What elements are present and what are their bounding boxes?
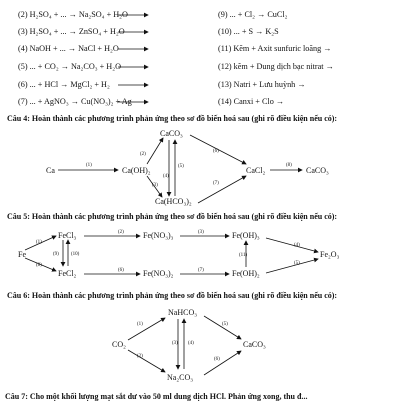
q5-label-4: (4) [294, 243, 300, 248]
q5-node-feoh2: Fe(OH)₂ [232, 269, 260, 278]
q4-arrow-3 [147, 176, 162, 197]
q4-label-3: (3) [152, 183, 158, 188]
q6-label-3: (3) [172, 341, 178, 346]
q4-node-cacl2: CaCl₂ [246, 166, 266, 175]
q5-label-10: (10) [71, 252, 80, 257]
q4-arrow-2 [147, 138, 163, 164]
question-5-title: Câu 5: Hoàn thành các phương trình phản ứng theo sơ đồ biến hoá sau (ghi rõ điều kiện nếu có): [7, 212, 338, 221]
question-4-title: Câu 4: Hoàn thành các phương trình phản ứng theo sơ đồ biến hoá sau (ghi rõ điều kiện nếu có): [7, 114, 338, 123]
q4-node-cahco3: Ca(HCO₃)₂ [155, 197, 192, 206]
equation-6: (6) ... + HCl → MgCl₂ + H₂ [18, 80, 110, 89]
q5-node-fecl3: FeCl₃ [58, 231, 77, 240]
q5-node-feoh3: Fe(OH)₃ [232, 231, 260, 240]
q6-arrow-2 [128, 350, 165, 372]
q5-label-1: (1) [36, 240, 42, 245]
equation-12: (12) kẽm + Dung dịch bạc nitrat → [218, 62, 334, 71]
q6-label-5: (5) [222, 322, 228, 327]
equation-7: (7) ... + AgNO₃ → Cu(NO₃)₂ + Ag [18, 97, 132, 106]
q4-node-ca: Ca [46, 166, 55, 175]
q4-arrow-6 [190, 135, 246, 164]
q5-node-fecl2: FeCl₂ [58, 269, 77, 278]
q5-node-feno33: Fe(NO₃)₃ [143, 231, 174, 240]
q5-label-2: (2) [118, 230, 124, 235]
q4-label-4: (4) [163, 174, 169, 179]
q5-node-fe2o3: Fe₂O₃ [320, 250, 340, 259]
q4-label-6: (6) [213, 149, 219, 154]
equation-14: (14) Canxi + Clo → [218, 97, 285, 106]
q4-node-caoh2: Ca(OH)₂ [122, 166, 151, 175]
q6-arrow-1 [128, 318, 165, 340]
q5-arrow-5 [266, 259, 318, 273]
q6-arrow-5 [204, 316, 241, 339]
q6-label-2: (2) [137, 354, 143, 359]
equation-13: (13) Natri + Lưu huỳnh → [218, 80, 306, 89]
q4-arrow-7 [198, 176, 246, 203]
q5-label-11: (11) [239, 253, 248, 258]
q5-arrow-1 [25, 236, 56, 250]
q5-node-feno32: Fe(NO₃)₂ [143, 269, 174, 278]
q6-node-na2co3: Na₂CO₃ [167, 373, 194, 382]
equation-10: (10) ... + S → K₂S [218, 27, 279, 36]
equation-9: (9) ... + Cl₂ → CuCl₂ [218, 10, 288, 19]
q5-label-9: (9) [53, 252, 59, 257]
equation-2: (2) H₂SO₄ + ... → Na₂SO₄ + H₂O [18, 10, 128, 19]
q5-label-8: (8) [36, 263, 42, 268]
q6-node-caco3: CaCO₃ [243, 340, 266, 349]
q6-arrow-6 [204, 351, 241, 375]
question-7-title: Câu 7: Cho một khối lượng mạt sắt dư vào 50 ml dung dịch HCl. Phản ứng xong, thu đ... [5, 392, 308, 401]
q4-node-caco3-end: CaCO₃ [306, 166, 329, 175]
q6-node-co2: CO₂ [112, 340, 126, 349]
equation-4: (4) NaOH + ... → NaCl + H₂O [18, 44, 119, 53]
equation-11: (11) Kẽm + Axit sunfuric loãng → [218, 44, 332, 53]
q6-node-nahco3: NaHCO₃ [168, 308, 198, 317]
equation-5: (5) ... + CO₂ → Na₂CO₃ + H₂O [18, 62, 121, 71]
q4-label-2: (2) [140, 152, 146, 157]
q6-label-1: (1) [137, 322, 143, 327]
q5-label-6: (6) [118, 268, 124, 273]
q5-label-5: (5) [294, 261, 300, 266]
q4-label-8: (8) [286, 163, 292, 168]
q4-label-1: (1) [86, 163, 92, 168]
q5-label-3: (3) [198, 230, 204, 235]
q5-node-fe: Fe [18, 250, 26, 259]
q6-label-6: (6) [214, 357, 220, 362]
q6-label-4: (4) [188, 341, 194, 346]
q4-label-7: (7) [213, 181, 219, 186]
equation-3: (3) H₂SO₄ + ... → ZnSO₄ + H₂O [18, 27, 125, 36]
q5-arrow-8 [25, 258, 56, 271]
question-6-title: Câu 6: Hoàn thành các phương trình phản ứng theo sơ đồ biến hoá sau (ghi rõ điều kiện nếu có): [7, 291, 338, 300]
q5-arrow-4 [266, 238, 318, 252]
q4-label-5: (5) [178, 164, 184, 169]
q5-label-7: (7) [198, 268, 204, 273]
q4-node-caco3-top: CaCO₃ [160, 129, 183, 138]
